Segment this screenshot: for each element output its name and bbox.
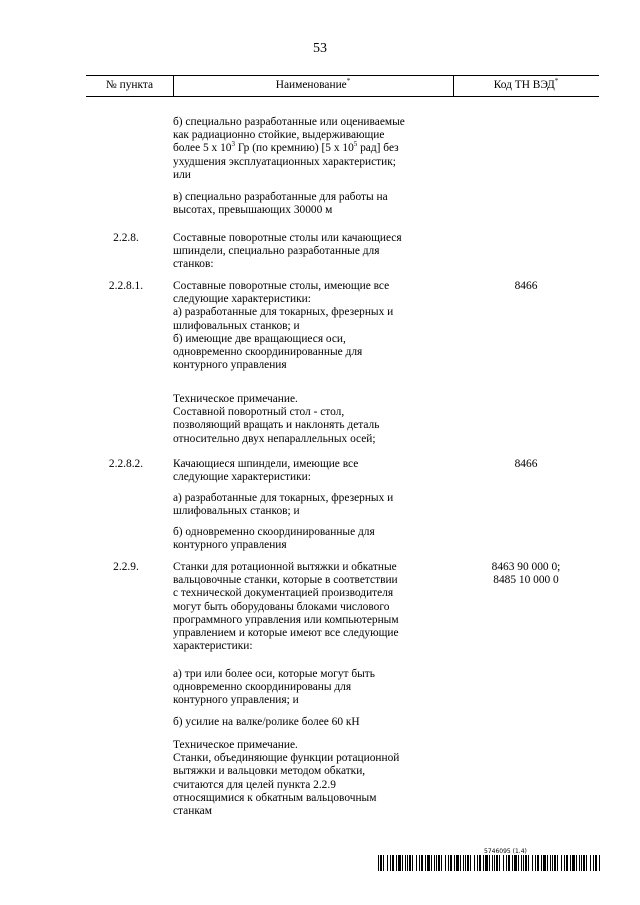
item-subpoint-b: б) одновременно скоординированные для контурного управления [173, 526, 375, 552]
item-subpoint-a: а) три или более оси, которые могут быть одновременно скоординированы для контурного управления; и [173, 668, 375, 707]
header-col-code: Код ТН ВЭД* [493, 77, 559, 91]
technical-note: Техническое примечание. Составной поворотный стол - стол, позволяющий вращать и наклонять деталь относительно двух непараллельных осей; [173, 393, 380, 445]
item-description: Составные поворотные столы или качающиеся шпиндели, специально разработанные для станков: [173, 232, 402, 271]
item-number: 2.2.8.1. [108, 280, 144, 292]
barcode-caption: 5746095 (1.4) [484, 848, 527, 855]
technical-note: Техническое примечание. Станки, объединяющие функции ротационной вытяжки и вальцовки методом обкатки, считаются для целей пункта 2.2.9 относящимися к обкатным вальцовочным станкам [173, 739, 400, 818]
page-number: 53 [313, 41, 327, 56]
header-col-name: Наименование* [275, 77, 351, 91]
header-bottom-rule [86, 96, 599, 97]
item-code: 8466 [514, 280, 538, 292]
item-description: Станки для ротационной вытяжки и обкатные вальцовочные станки, которые в соответствии с технической документацией производителя могут быть оборудованы блоками числового программного управления или компьютерным управлением и которые имеют все следующие характеристики: [173, 561, 399, 653]
item-code: 8463 90 000 0; 8485 10 000 0 [491, 561, 561, 587]
barcode-icon [378, 855, 600, 871]
item-description: Качающиеся шпиндели, имеющие все следующие характеристики: [173, 458, 359, 484]
item-number: 2.2.9. [113, 561, 139, 573]
header-col-number: № пункта [105, 79, 154, 91]
item-subpoint-a: а) разработанные для токарных, фрезерных и шлифовальных станков; и [173, 492, 394, 518]
item-subpoint-b: б) усилие на валке/ролике более 60 кН [173, 716, 360, 728]
intro-item-v: в) специально разработанные для работы на высотах, превышающих 30000 м [173, 191, 388, 217]
item-number: 2.2.8.2. [108, 458, 144, 470]
item-description: Составные поворотные столы, имеющие все следующие характеристики: а) разработанные для токарных, фрезерных и шлифовальных станков; и б) имеющие две вращающиеся оси, одновременно скоординированные для контурного управления [173, 280, 394, 372]
item-number: 2.2.8. [113, 232, 139, 244]
item-code: 8466 [514, 458, 538, 470]
header-top-rule [86, 75, 599, 76]
intro-item-b: б) специально разработанные или оцениваемые как радиационно стойкие, выдерживающие более 5 х $10^3$ Гр (по кремнию) [5 х $10^5$ рад] без ухудшения эксплуатационных характеристик; или [173, 116, 405, 181]
